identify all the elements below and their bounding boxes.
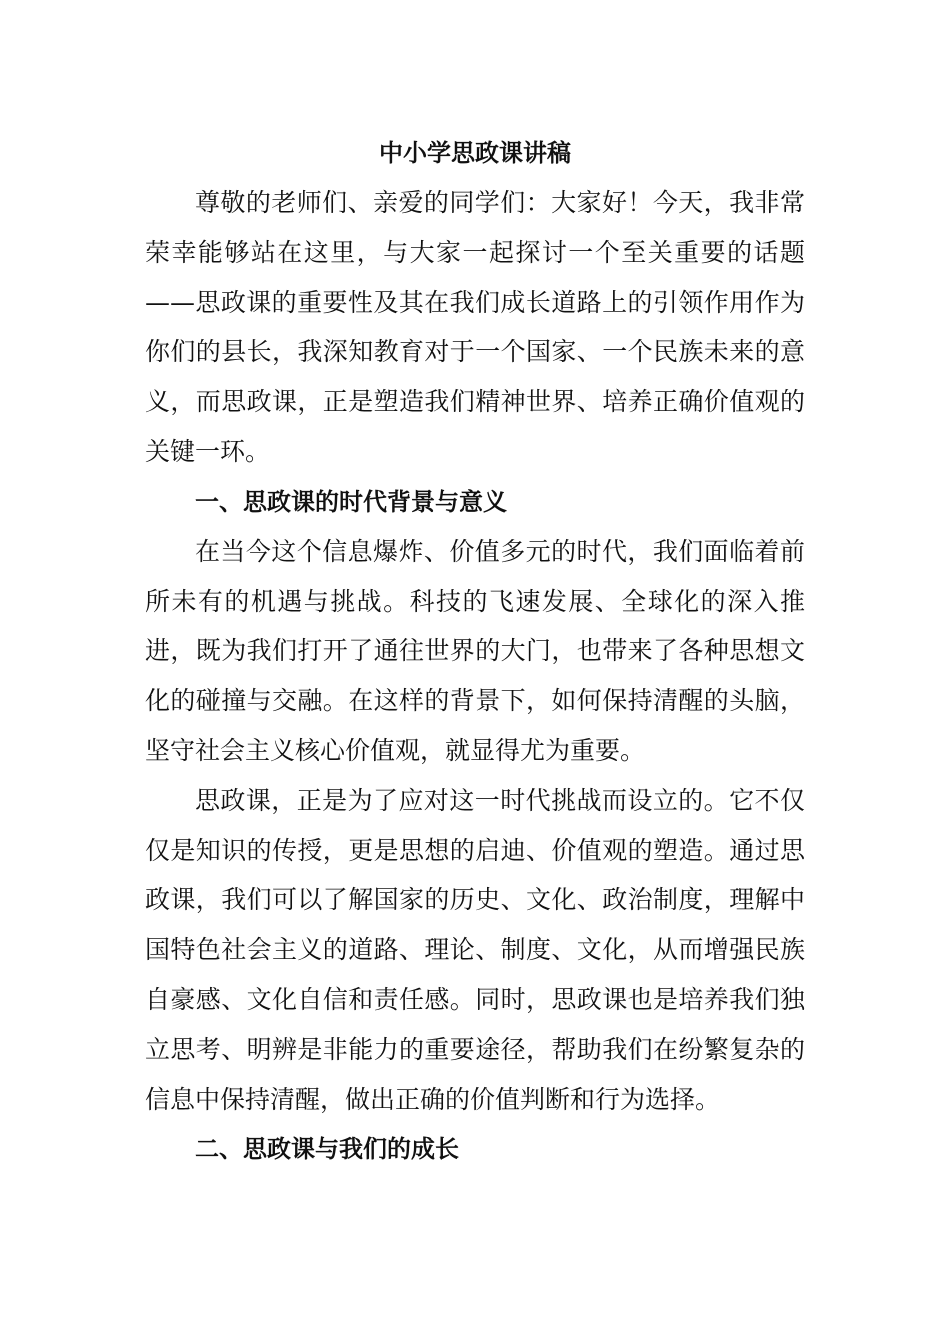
document-page [145,128,805,1174]
document-title: 中小学思政课讲稿 [379,139,571,167]
intro-paragraph: 尊敬的老师们、亲爱的同学们：大家好！今天，我非常荣幸能够站在这里，与大家一起探讨一个至关重要的话题——思政课的重要性及其在我们成长道路上的引领作用作为你们的县长，我深知教育对于一个国家、一个民族未来的意义，而思政课，正是塑造我们精神世界、培养正确价值观的关键一环。 [145,188,805,466]
section1-paragraph-2: 思政课，正是为了应对这一时代挑战而设立的。它不仅仅是知识的传授，更是思想的启迪、价值观的塑造。通过思政课，我们可以了解国家的历史、文化、政治制度，理解中国特色社会主义的道路、理论、制度、文化，从而增强民族自豪感、文化自信和责任感。同时，思政课也是培养我们独立思考、明辨是非能力的重要途径，帮助我们在纷繁复杂的信息中保持清醒，做出正确的价值判断和行为选择。 [145,785,805,1114]
section1-paragraph-1: 在当今这个信息爆炸、价值多元的时代，我们面临着前所未有的机遇与挑战。科技的飞速发展、全球化的深入推进，既为我们打开了通往世界的大门，也带来了各种思想文化的碰撞与交融。在这样的背景下，如何保持清醒的头脑，坚守社会主义核心价值观，就显得尤为重要。 [145,536,805,765]
section-heading-2: 二、思政课与我们的成长 [195,1135,459,1164]
section-heading-1: 一、思政课的时代背景与意义 [195,487,507,516]
